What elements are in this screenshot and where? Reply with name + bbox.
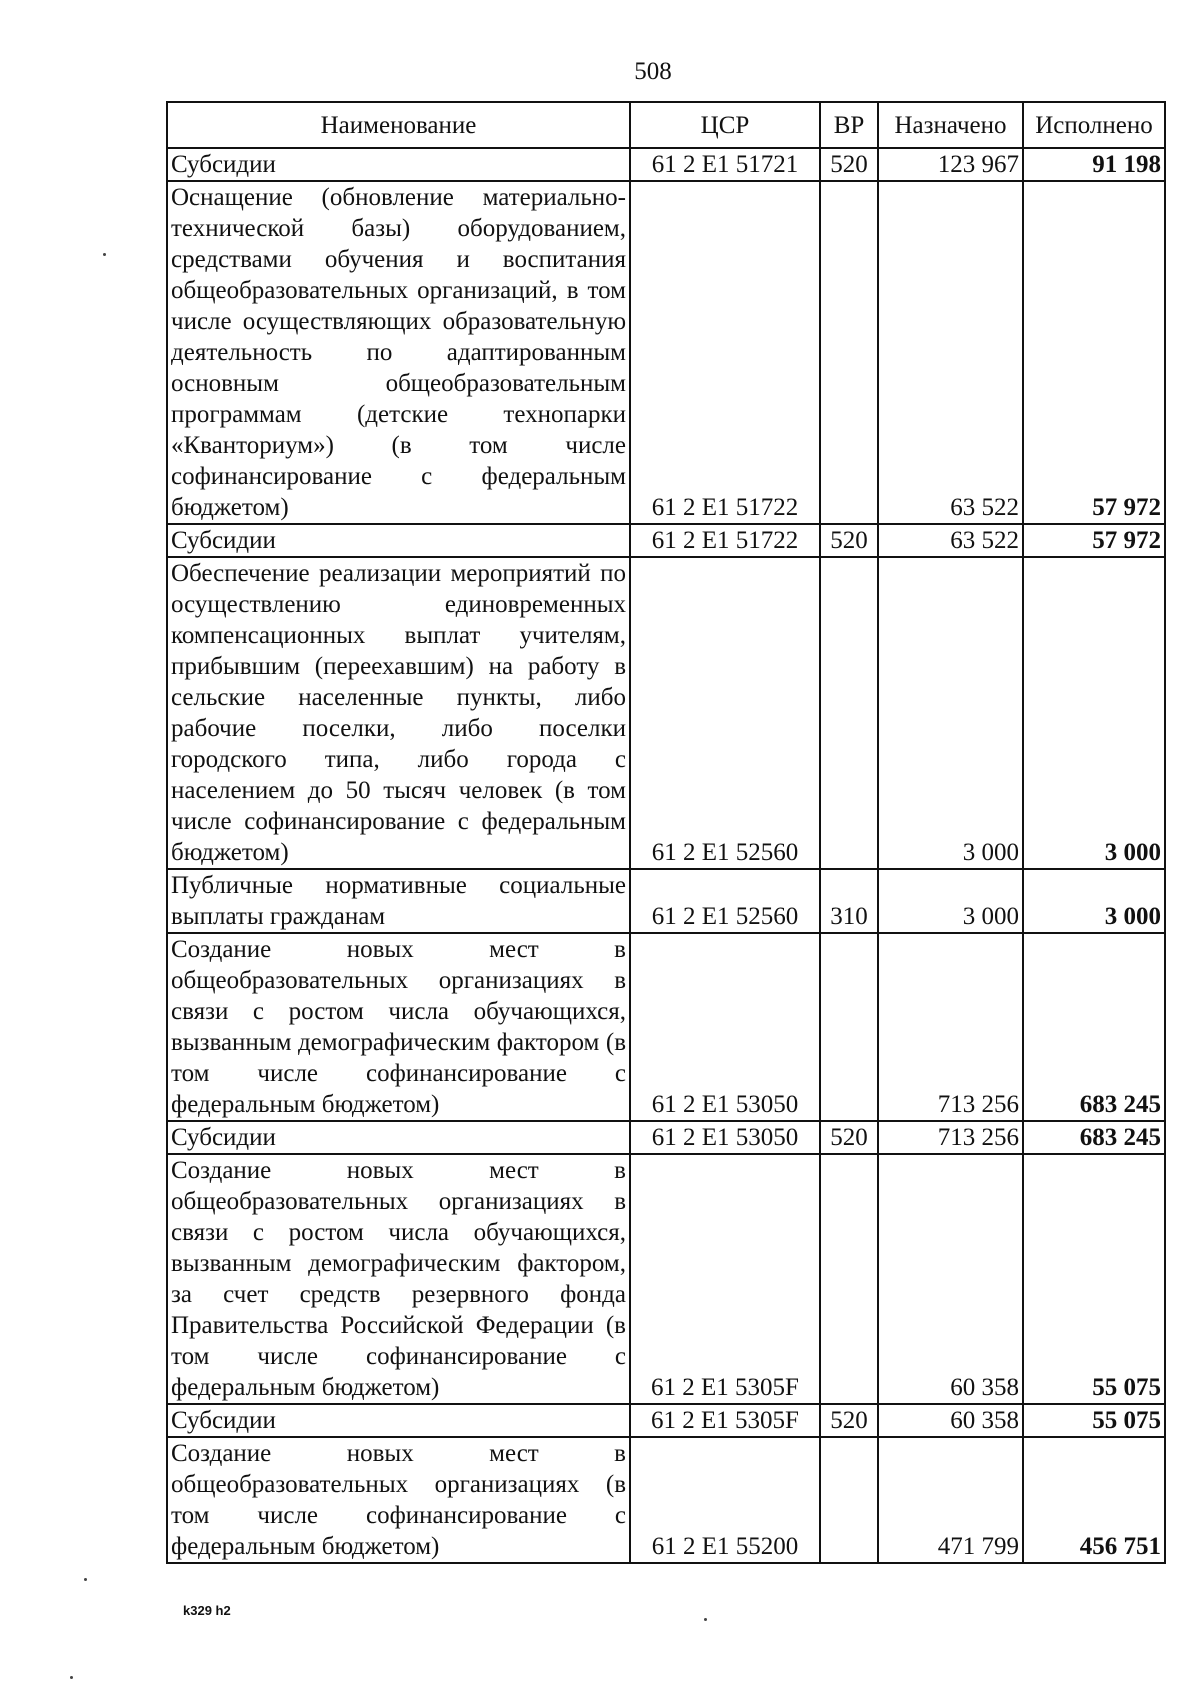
row-vr xyxy=(820,1154,878,1404)
page-number: 508 xyxy=(634,58,672,85)
row-name: Оснащение (обновление материально-технической базы) оборудованием, средствами обучения и воспитания общеобразовательных организаций, в том числе осуществляющих образовательную деятельность по адаптированным основным общеобразовательным программам (детские технопарки «Кванториум») (в том числе софинансирование с федеральным бюджетом) xyxy=(167,181,630,524)
table-row xyxy=(167,181,1165,524)
row-executed: 3 000 xyxy=(1023,869,1165,933)
table-row xyxy=(167,148,1165,181)
row-executed: 57 972 xyxy=(1023,181,1165,524)
row-csr: 61 2 E1 5305F xyxy=(630,1154,820,1404)
row-vr: 520 xyxy=(820,524,878,557)
row-name: Публичные нормативные социальные выплаты гражданам xyxy=(167,869,630,933)
row-vr xyxy=(820,933,878,1121)
budget-table xyxy=(166,101,1166,1564)
row-executed: 456 751 xyxy=(1023,1437,1165,1563)
scan-speck xyxy=(103,253,106,256)
row-assigned: 60 358 xyxy=(878,1404,1023,1437)
row-csr: 61 2 E1 52560 xyxy=(630,869,820,933)
row-executed: 57 972 xyxy=(1023,524,1165,557)
header-row xyxy=(167,102,1165,148)
scan-speck xyxy=(704,1618,707,1621)
row-vr: 520 xyxy=(820,1404,878,1437)
row-csr: 61 2 E1 52560 xyxy=(630,557,820,869)
row-assigned: 713 256 xyxy=(878,1121,1023,1154)
table-row xyxy=(167,1404,1165,1437)
table-row xyxy=(167,1121,1165,1154)
row-assigned: 60 358 xyxy=(878,1154,1023,1404)
row-executed: 55 075 xyxy=(1023,1154,1165,1404)
row-name: Субсидии xyxy=(167,1404,630,1437)
table-row xyxy=(167,933,1165,1121)
row-executed: 55 075 xyxy=(1023,1404,1165,1437)
row-vr xyxy=(820,181,878,524)
row-csr: 61 2 E1 53050 xyxy=(630,1121,820,1154)
row-vr xyxy=(820,557,878,869)
row-assigned: 471 799 xyxy=(878,1437,1023,1563)
table-row xyxy=(167,869,1165,933)
row-vr xyxy=(820,1437,878,1563)
row-assigned: 123 967 xyxy=(878,148,1023,181)
row-name: Создание новых мест в общеобразовательных организациях в связи с ростом числа обучающихся, вызванным демографическим фактором, за счет средств резервного фонда Правительства Российской Федерации (в том числе софинансирование с федеральным бюджетом) xyxy=(167,1154,630,1404)
row-name: Создание новых мест в общеобразовательных организациях (в том числе софинансирование с федеральным бюджетом) xyxy=(167,1437,630,1563)
row-assigned: 713 256 xyxy=(878,933,1023,1121)
row-csr: 61 2 E1 51721 xyxy=(630,148,820,181)
row-csr: 61 2 E1 53050 xyxy=(630,933,820,1121)
row-assigned: 63 522 xyxy=(878,181,1023,524)
row-csr: 61 2 E1 5305F xyxy=(630,1404,820,1437)
row-name: Субсидии xyxy=(167,1121,630,1154)
row-name: Субсидии xyxy=(167,148,630,181)
header-vr: ВР xyxy=(820,102,878,148)
row-assigned: 63 522 xyxy=(878,524,1023,557)
table-row xyxy=(167,1437,1165,1563)
row-executed: 91 198 xyxy=(1023,148,1165,181)
row-csr: 61 2 E1 51722 xyxy=(630,524,820,557)
scan-speck xyxy=(70,1676,73,1679)
header-assigned: Назначено xyxy=(878,102,1023,148)
row-executed: 683 245 xyxy=(1023,1121,1165,1154)
row-csr: 61 2 E1 51722 xyxy=(630,181,820,524)
table-row xyxy=(167,557,1165,869)
row-assigned: 3 000 xyxy=(878,869,1023,933)
header-csr: ЦСР xyxy=(630,102,820,148)
row-vr: 310 xyxy=(820,869,878,933)
row-assigned: 3 000 xyxy=(878,557,1023,869)
row-vr: 520 xyxy=(820,148,878,181)
row-executed: 683 245 xyxy=(1023,933,1165,1121)
scan-speck xyxy=(84,1578,87,1581)
row-name: Обеспечение реализации мероприятий по осуществлению единовременных компенсационных выплат учителям, прибывшим (переехавшим) на работу в сельские населенные пункты, либо рабочие поселки, либо поселки городского типа, либо города с населением до 50 тысяч человек (в том числе софинансирование с федеральным бюджетом) xyxy=(167,557,630,869)
row-name: Субсидии xyxy=(167,524,630,557)
header-name: Наименование xyxy=(167,102,630,148)
footer-code: k329 h2 xyxy=(183,1603,231,1618)
row-executed: 3 000 xyxy=(1023,557,1165,869)
table-row xyxy=(167,524,1165,557)
row-name: Создание новых мест в общеобразовательных организациях в связи с ростом числа обучающихся, вызванным демографическим фактором (в том числе софинансирование с федеральным бюджетом) xyxy=(167,933,630,1121)
header-executed: Исполнено xyxy=(1023,102,1165,148)
table-row xyxy=(167,1154,1165,1404)
row-vr: 520 xyxy=(820,1121,878,1154)
row-csr: 61 2 E1 55200 xyxy=(630,1437,820,1563)
